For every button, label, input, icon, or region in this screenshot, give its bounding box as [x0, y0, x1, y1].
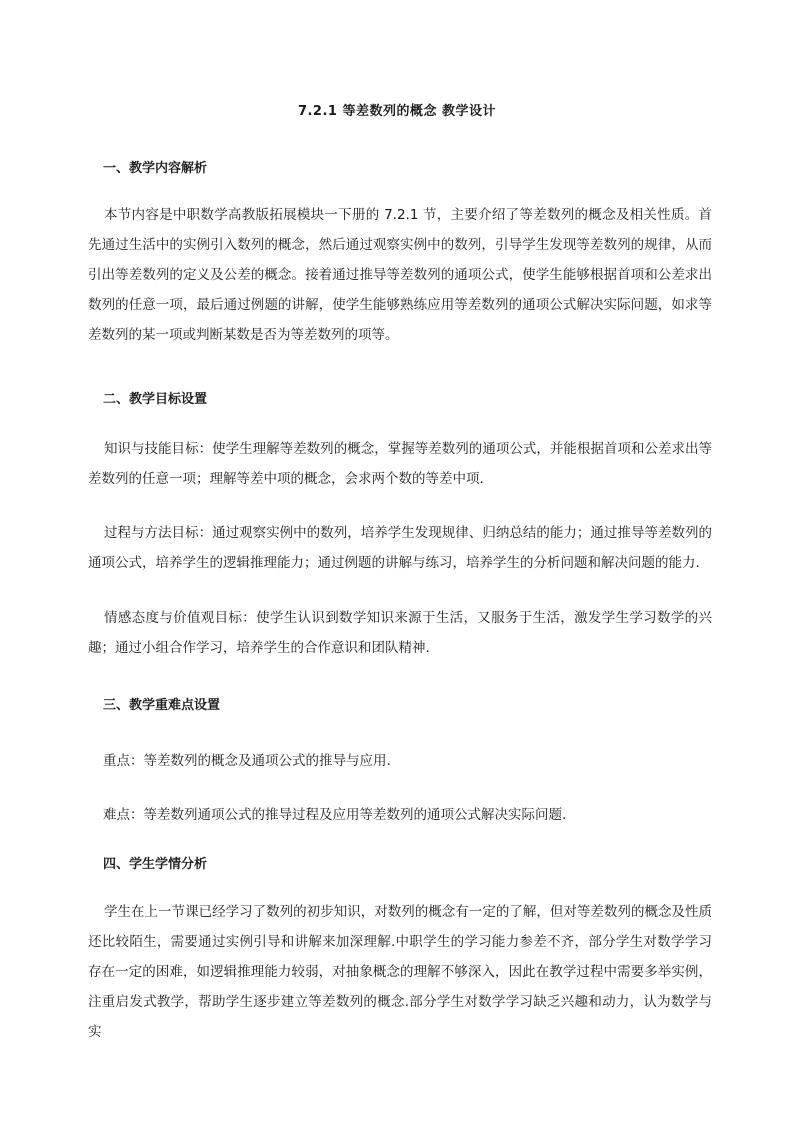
- paragraph-process-objective: 过程与方法目标：通过观察实例中的数列，培养学生发现规律、归纳总结的能力；通过推导等差数列的通项公式，培养学生的逻辑推理能力；通过例题的讲解与练习，培养学生的分析问题和解决问题的能力.: [88, 525, 712, 571]
- difficult-point-text: 难点：等差数列通项公式的推导过程及应用等差数列的通项公式解决实际问题.: [103, 807, 567, 823]
- paragraph-student-analysis: 学生在上一节课已经学习了数列的初步知识，对数列的概念有一定的了解，但对等差数列的概念及性质还比较陌生，需要通过实例引导和讲解来加深理解.中职学生的学习能力参差不齐，部分学生对数学学习存在一定的困难，如逻辑推理能力较弱，对抽象概念的理解不够深入，因此在教学过程中需要多举实例，注重启发式教学，帮助学生逐步建立等差数列的概念.部分学生对数学学习缺乏兴趣和动力，认为数学与实: [88, 904, 712, 1040]
- section-heading-student-analysis: 四、学生学情分析: [103, 857, 208, 872]
- paragraph-attitude-objective: 情感态度与价值观目标：使学生认识到数学知识来源于生活，又服务于生活，激发学生学习数学的兴趣；通过小组合作学习，培养学生的合作意识和团队精神.: [88, 610, 712, 656]
- section-heading-content-analysis: 一、教学内容解析: [103, 161, 208, 176]
- document-title: 7.2.1 等差数列的概念 教学设计: [297, 104, 497, 119]
- key-point-text: 重点：等差数列的概念及通项公式的推导与应用.: [103, 753, 391, 769]
- section-heading-key-points: 三、教学重难点设置: [103, 698, 221, 713]
- paragraph-content-analysis: 本节内容是中职数学高教版拓展模块一下册的 7.2.1 节，主要介绍了等差数列的概念及相关性质。首先通过生活中的实例引入数列的概念，然后通过观察实例中的数列，引导学生发现等差数列的规律，从而引出等差数列的定义及公差的概念。接着通过推导等差数列的通项公式，使学生能够根据首项和公差求出数列的任意一项，最后通过例题的讲解，使学生能够熟练应用等差数列的通项公式解决实际问题，如求等差数列的某一项或判断某数是否为等差数列的项等。: [88, 207, 712, 343]
- paragraph-knowledge-objective: 知识与技能目标：使学生理解等差数列的概念，掌握等差数列的通项公式，并能根据首项和公差求出等差数列的任意一项；理解等差中项的概念，会求两个数的等差中项.: [88, 441, 712, 487]
- section-heading-objectives: 二、教学目标设置: [103, 392, 208, 407]
